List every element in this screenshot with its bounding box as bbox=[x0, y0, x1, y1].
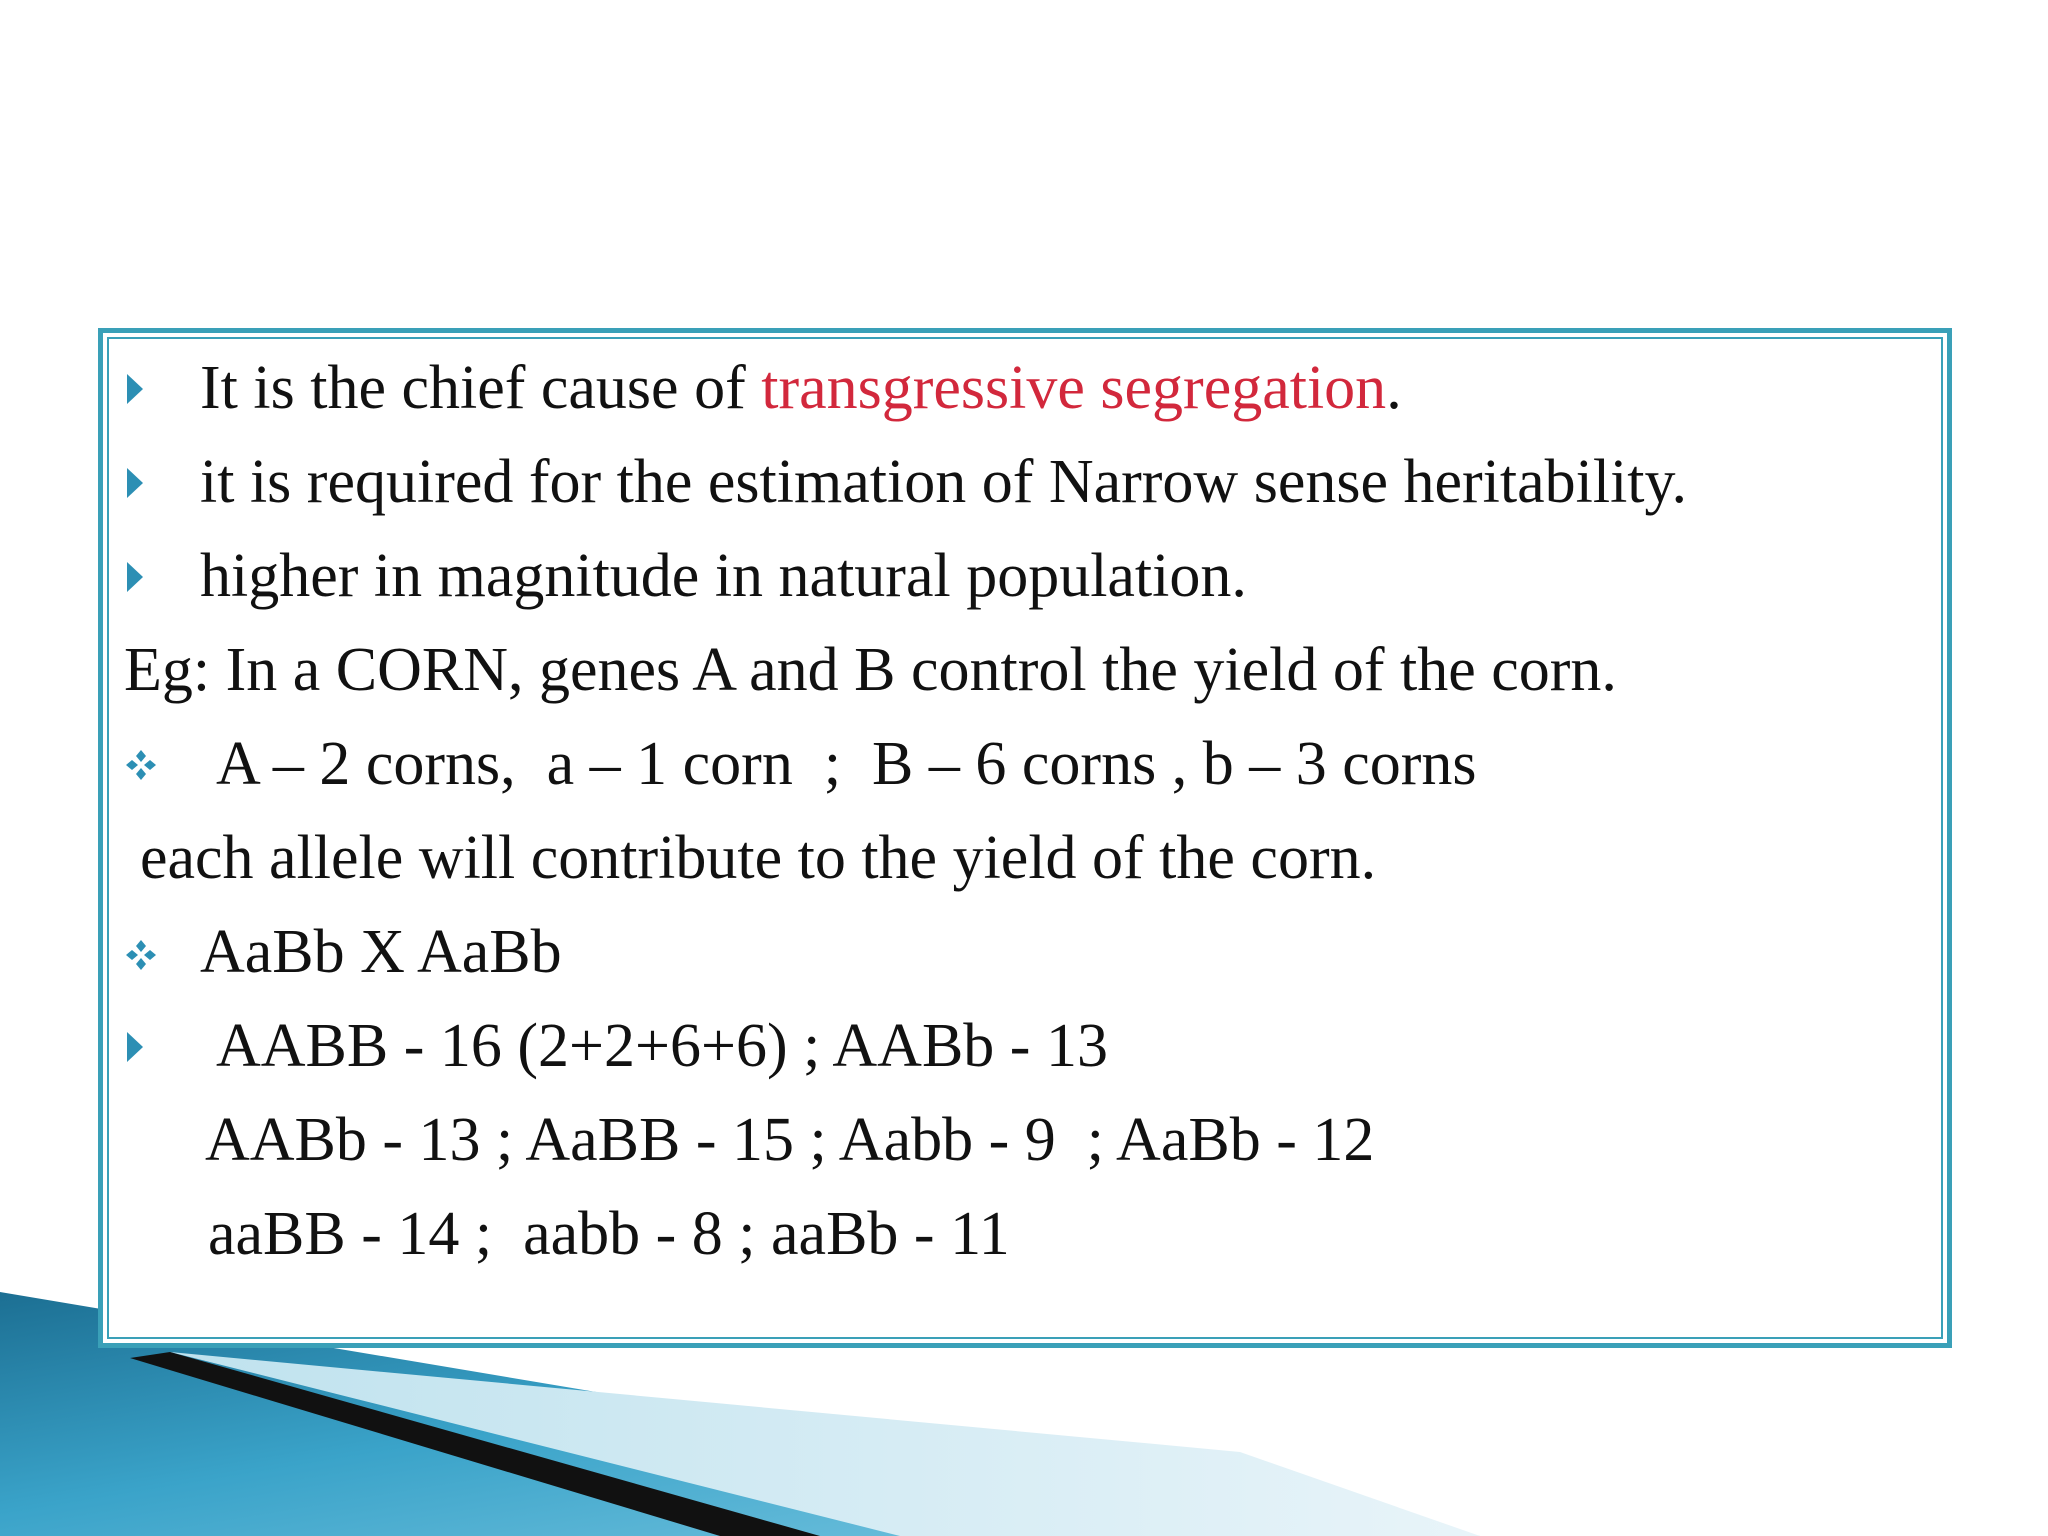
example-line: Eg: In a CORN, genes A and B control the yield of the corn. bbox=[124, 636, 1617, 704]
bullet-line-3: higher in magnitude in natural population. bbox=[200, 542, 1247, 610]
bullet-line-1 bbox=[200, 354, 1402, 422]
allele-contribution-line: each allele will contribute to the yield of the corn. bbox=[140, 824, 1377, 892]
highlighted-term: transgressive segregation bbox=[761, 354, 1387, 422]
allele-values-line: A – 2 corns, a – 1 corn ; B – 6 corns , b – 3 corns bbox=[216, 730, 1477, 798]
genotype-line-2: AABb - 13 ; AaBB - 15 ; Aabb - 9 ; AaBb - 12 bbox=[205, 1106, 1375, 1174]
diamond-icon bbox=[124, 748, 158, 782]
arrow-icon bbox=[127, 468, 143, 498]
arrow-icon bbox=[127, 562, 143, 592]
arrow-icon bbox=[127, 1032, 143, 1062]
line-1-period: . bbox=[1386, 354, 1402, 422]
diamond-icon bbox=[124, 938, 158, 972]
genotype-line-3: aaBB - 14 ; aabb - 8 ; aaBb - 11 bbox=[208, 1200, 1010, 1268]
arrow-icon bbox=[127, 374, 143, 404]
genotype-line-1: AABB - 16 (2+2+6+6) ; AABb - 13 bbox=[216, 1012, 1108, 1080]
bullet-line-2: it is required for the estimation of Narrow sense heritability. bbox=[200, 448, 1688, 516]
line-1-text: It is the chief cause of bbox=[200, 354, 762, 422]
cross-line: AaBb X AaBb bbox=[200, 918, 562, 986]
